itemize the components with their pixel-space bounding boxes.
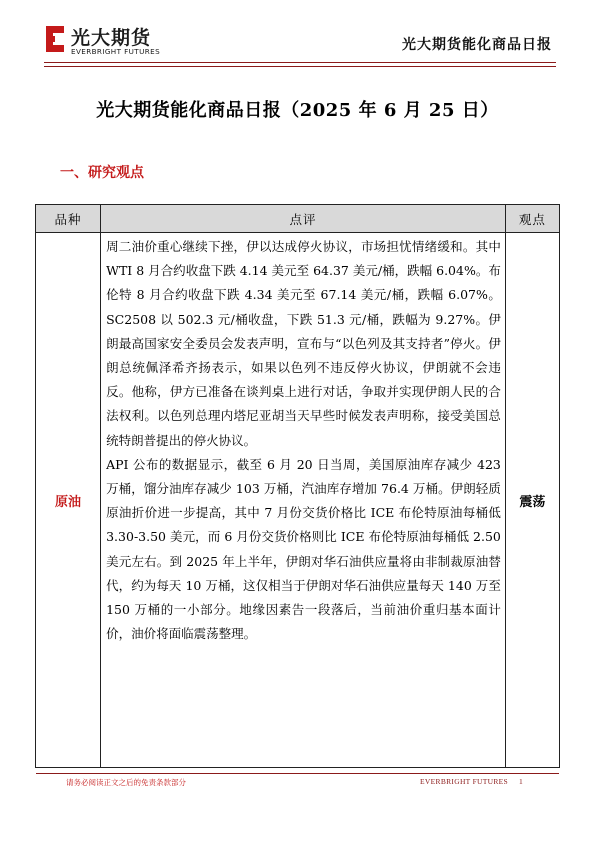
table-header-row	[36, 205, 560, 233]
header-divider-thin	[44, 66, 556, 67]
footer-divider	[36, 773, 559, 774]
comment-paragraph: 周二油价重心继续下挫，伊以达成停火协议，市场担忧情绪缓和。其中 WTI 8 月合约收盘下跌 4.14 美元至 64.37 美元/桶，跌幅 6.04%。布伦特 8 月合约收盘下跌 4.34 美元至 67.14 美元/桶，跌幅 6.07%。SC2508 以 502.3 元/桶收盘，下跌 51.3 元/桶，跌幅为 9.27%。伊朗最高国家安全委员会发表声明，宣布与“以色列及其支持者”停火。伊朗总统佩泽希齐扬表示，如果以色列不违反停火协议，伊朗就不会违反。他称，伊方已准备在谈判桌上进行对话，争取并实现伊朗人民的合法权利。以色列总理内塔尼亚胡当天早些时候发表声明称，接受美国总统特朗普提出的停火协议。	[106, 239, 501, 448]
footer-disclaimer: 请务必阅读正文之后的免责条款部分	[66, 778, 186, 787]
everbright-logo-icon	[44, 24, 66, 54]
header-variety: 品种	[36, 205, 101, 233]
page-number: 1	[518, 777, 523, 786]
table-row	[36, 233, 560, 768]
header-comment: 点评	[101, 205, 506, 233]
section-heading: 一、研究观点	[60, 165, 144, 181]
research-table	[35, 204, 560, 768]
header-divider	[44, 62, 556, 63]
page-header	[0, 0, 595, 74]
comment-paragraph: API 公布的数据显示，截至 6 月 20 日当周，美国原油库存减少 423 万桶，馏分油库存减少 103 万桶，汽油库存增加 76.4 万桶。伊朗轻质原油折价进一步提高，其中 7 月份交货价格比 ICE 布伦特原油每桶低 3.30-3.50 美元，而 6 月份交货价格则比 ICE 布伦特原油每桶低 2.50 美元左右。到 2025 年上半年，伊朗对华石油供应量将由非制裁原油替代，约为每天 10 万桶，这仅相当于伊朗对华石油供应量每天 140 万至 150 万桶的一小部分。地缘因素告一段落后，当前油价重归基本面计价，油价将面临震荡整理。	[106, 456, 501, 642]
comment-cell	[101, 233, 506, 768]
document-title: 光大期货能化商品日报（2025 年 6 月 25 日）	[96, 100, 499, 121]
footer-company-page	[420, 777, 523, 786]
footer-company: EVERBRIGHT FUTURES	[420, 777, 509, 786]
view-cell: 震荡	[505, 233, 559, 768]
logo-english-text: EVERBRIGHT FUTURES	[71, 47, 161, 56]
logo-text: 光大期货	[71, 27, 152, 49]
variety-cell: 原油	[36, 233, 101, 768]
header-view: 观点	[505, 205, 559, 233]
header-report-name: 光大期货能化商品日报	[402, 37, 552, 53]
